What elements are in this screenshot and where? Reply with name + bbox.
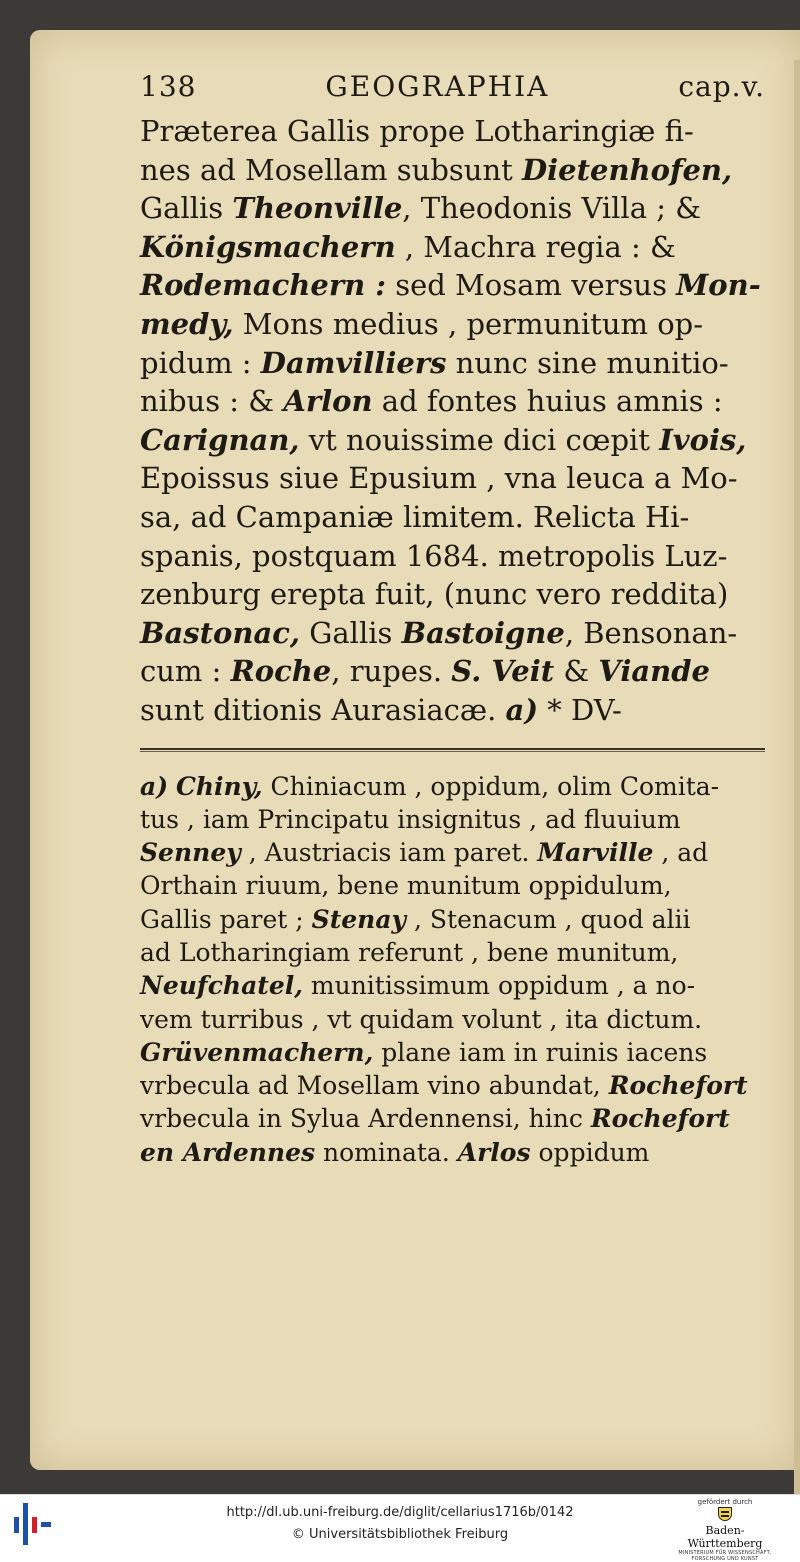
footnote-line-text	[140, 969, 695, 1002]
text-run: ad fontes huius amnis :	[372, 384, 723, 419]
footnote-line	[140, 803, 765, 836]
text-run: , Stenacum , quod alii	[406, 904, 691, 934]
text-run: , Machra regia : &	[395, 229, 676, 264]
text-run: , Theodonis Villa ; &	[402, 191, 702, 226]
sponsor-subtitle: MINISTERIUM FÜR WISSENSCHAFT, FORSCHUNG UND KUNST	[678, 1550, 772, 1562]
main-text-line-text	[140, 112, 694, 151]
main-text-line-text	[140, 614, 737, 653]
italic-word: Roche	[230, 654, 332, 689]
text-run: ad Lotharingiam referunt , bene munitum,	[140, 937, 679, 967]
text-run	[168, 772, 176, 801]
footnote-line	[140, 1069, 765, 1102]
italic-word: Bastoigne	[401, 615, 565, 650]
italic-word: Grüvenmachern,	[140, 1037, 374, 1067]
text-run: , Bensonan-	[564, 615, 738, 650]
text-run: nunc sine munitio-	[446, 345, 729, 380]
italic-word: Stenay	[311, 904, 407, 934]
main-text-line-text	[140, 266, 761, 305]
state-crest-icon	[716, 1507, 734, 1523]
page-content	[140, 70, 765, 1169]
main-text-line-text	[140, 652, 710, 691]
italic-word: Carignan,	[140, 422, 300, 457]
footnote-line	[140, 836, 765, 869]
text-run: , Austriacis iam paret.	[240, 838, 538, 868]
italic-word: en Ardennes	[140, 1137, 316, 1167]
italic-word: a)	[140, 771, 169, 801]
page-edge	[794, 60, 800, 1500]
text-run: Orthain riuum, bene munitum oppidulum,	[140, 871, 672, 901]
text-run: sunt ditionis Aurasiacæ.	[140, 692, 506, 727]
text-run: tus , iam Principatu insignitus , ad fluuium	[140, 804, 681, 834]
footnote-line	[140, 1136, 765, 1169]
text-run: sed Mosam versus	[386, 268, 677, 303]
text-run: nominata.	[315, 1137, 458, 1167]
footnote-separator	[140, 748, 765, 752]
footnote-line-text	[140, 936, 678, 969]
italic-word: Damvilliers	[260, 345, 447, 380]
text-run: vrbecula in Sylua Ardennensi, hinc	[140, 1104, 591, 1134]
italic-word: medy,	[140, 306, 234, 341]
italic-word: S. Veit	[451, 654, 555, 689]
main-text-line	[140, 189, 765, 228]
main-text-line-text	[140, 189, 701, 228]
text-run: sa, ad Campaniæ limitem. Relicta Hi-	[140, 499, 690, 534]
viewer-footer	[0, 1494, 800, 1562]
text-run: cum :	[140, 654, 231, 689]
text-run: vrbecula ad Mosellam vino abundat,	[140, 1071, 609, 1101]
italic-word: Senney	[140, 838, 241, 868]
footnote-line-text	[140, 1102, 730, 1135]
footnote-line	[140, 770, 765, 803]
sponsor-label: gefördert durch	[697, 1498, 753, 1506]
copyright-text: © Universitätsbibliothek Freiburg	[291, 1527, 509, 1542]
main-text-line-text	[140, 151, 732, 190]
text-run: plane iam in ruinis iacens	[373, 1037, 708, 1067]
footnote-line	[140, 903, 765, 936]
main-text-line-text	[140, 498, 689, 537]
text-run: Præterea Gallis prope Lotharingiæ fi-	[140, 114, 694, 148]
text-run: Chiniacum , oppidum, olim Comita-	[262, 771, 720, 801]
footnote-line-text	[140, 803, 681, 836]
main-text-line	[140, 691, 765, 730]
text-run: zenburg erepta fuit, (nunc vero reddita)	[140, 577, 729, 612]
main-text-line-text	[140, 382, 723, 421]
main-text-line-text	[140, 537, 727, 576]
text-run: &	[554, 654, 599, 689]
main-text-line-text	[140, 305, 703, 344]
footnote-line-text	[140, 1003, 702, 1036]
footnote-line-text	[140, 869, 672, 902]
italic-word: Königsmachern	[140, 229, 396, 264]
italic-word: Chiny,	[175, 771, 263, 801]
footnote-line-text	[140, 836, 708, 869]
sponsor-name: Baden-Württemberg	[687, 1524, 763, 1550]
main-text-line	[140, 575, 765, 614]
italic-word: Arlos	[457, 1137, 531, 1167]
main-text-line	[140, 498, 765, 537]
main-text-line	[140, 228, 765, 267]
main-text-line	[140, 305, 765, 344]
text-run: Gallis paret ;	[140, 904, 312, 934]
text-run: spanis, postquam 1684. metropolis Luz-	[140, 538, 728, 573]
main-text-line-text	[140, 228, 676, 267]
text-run: * DV-	[538, 692, 622, 727]
italic-word: Ivois,	[659, 422, 747, 457]
footnote-line-text	[140, 1036, 707, 1069]
text-run: , ad	[653, 838, 709, 868]
main-text-line	[140, 151, 765, 190]
footnote-line	[140, 969, 765, 1002]
footnote-line	[140, 936, 765, 969]
footnote-line	[140, 1003, 765, 1036]
text-run: Mons medius , permunitum op-	[233, 306, 704, 341]
italic-word: Mon-	[676, 268, 761, 303]
text-run: munitissimum oppidum , a no-	[302, 971, 696, 1001]
italic-word: a)	[505, 692, 539, 727]
footnote-line	[140, 869, 765, 902]
main-text-line	[140, 421, 765, 460]
italic-word: Rochefort	[590, 1104, 730, 1134]
text-run: Epoissus siue Epusium , vna leuca a Mo-	[140, 461, 738, 496]
main-text-line	[140, 537, 765, 576]
main-text-line-text	[140, 344, 729, 383]
text-run: vt nouissime dici cœpit	[299, 422, 660, 457]
permalink-url[interactable]: http://dl.ub.uni-freiburg.de/diglit/cellarius1716b/0142	[226, 1505, 574, 1520]
main-text-line	[140, 614, 765, 653]
main-text-line	[140, 382, 765, 421]
main-text-line	[140, 652, 765, 691]
footnote-line	[140, 1102, 765, 1135]
footnote-line-text	[140, 1069, 748, 1102]
italic-word: Bastonac,	[140, 615, 300, 650]
text-run: Gallis	[140, 191, 233, 226]
main-text-line	[140, 344, 765, 383]
text-run: nibus : &	[140, 384, 284, 419]
main-text	[140, 112, 765, 730]
main-text-line	[140, 459, 765, 498]
italic-word: Theonville	[232, 191, 403, 226]
sponsor-block	[670, 1498, 780, 1562]
main-text-line-text	[140, 459, 738, 498]
text-run: nes ad Mosellam subsunt	[140, 152, 522, 187]
italic-word: Viande	[598, 654, 710, 689]
italic-word: Dietenhofen,	[522, 152, 733, 187]
text-run: , rupes.	[331, 654, 452, 689]
text-run: Gallis	[300, 615, 402, 650]
footnote	[140, 770, 765, 1170]
italic-word: Rodemachern :	[140, 268, 387, 303]
chapter-label: cap.v.	[678, 70, 765, 103]
main-text-line	[140, 266, 765, 305]
italic-word: Marville	[537, 838, 654, 868]
text-run: vem turribus , vt quidam volunt , ita dictum.	[140, 1004, 703, 1034]
italic-word: Neufchatel,	[140, 971, 303, 1001]
running-title: GEOGRAPHIA	[325, 70, 550, 103]
page-number: 138	[140, 70, 197, 103]
footnote-line-text	[140, 1136, 649, 1169]
main-text-line-text	[140, 575, 728, 614]
text-run: pidum :	[140, 345, 261, 380]
italic-word: Rochefort	[608, 1071, 748, 1101]
main-text-line	[140, 112, 765, 151]
italic-word: Arlon	[283, 384, 373, 419]
footnote-line-text	[140, 770, 719, 803]
main-text-line-text	[140, 421, 746, 460]
footnote-line-text	[140, 903, 691, 936]
main-text-line-text	[140, 691, 622, 730]
text-run: oppidum	[530, 1137, 650, 1167]
footnote-line	[140, 1036, 765, 1069]
running-header	[140, 70, 765, 110]
